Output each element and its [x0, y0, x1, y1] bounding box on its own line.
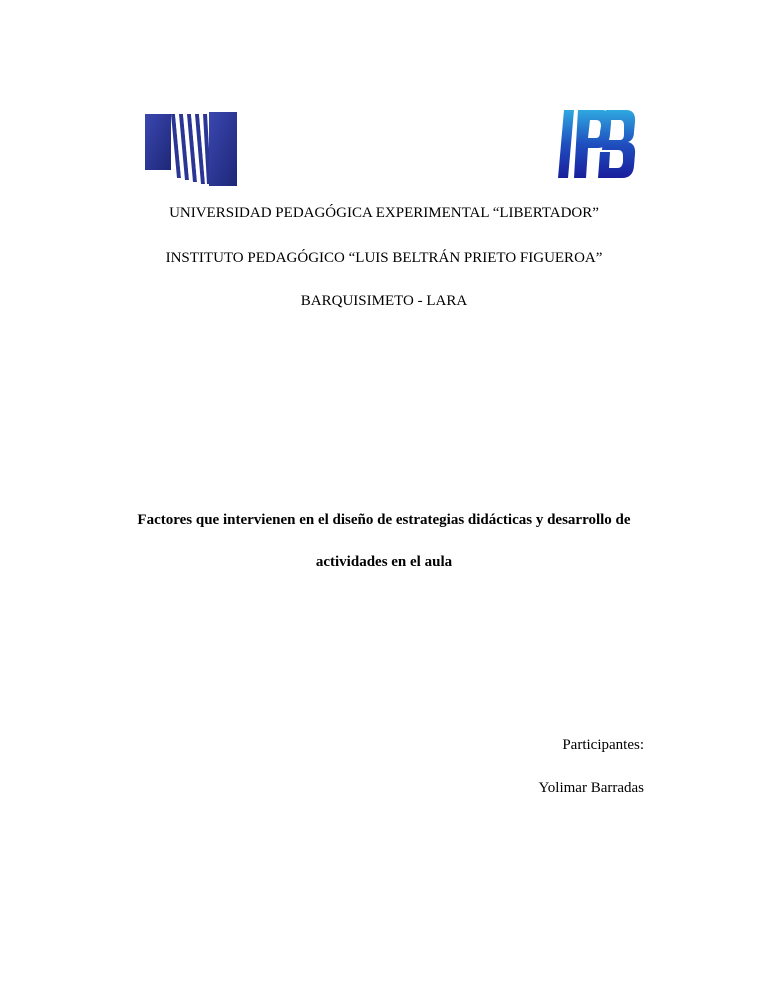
institute-name: INSTITUTO PEDAGÓGICO “LUIS BELTRÁN PRIETO FIGUEROA” — [165, 250, 603, 266]
university-name: UNIVERSIDAD PEDAGÓGICA EXPERIMENTAL “LIBERTADOR” — [169, 205, 599, 221]
participants-label: Participantes: — [562, 737, 644, 753]
city-name: BARQUISIMETO - LARA — [300, 293, 468, 309]
participant-name: Yolimar Barradas — [538, 780, 644, 796]
ipb-logo-icon — [556, 108, 638, 180]
document-title-line-1: Factores que intervienen en el diseño de estrategias didácticas y desarrollo de — [137, 512, 631, 528]
upel-logo-icon — [145, 112, 237, 186]
document-title-line-2: actividades en el aula — [315, 554, 453, 570]
